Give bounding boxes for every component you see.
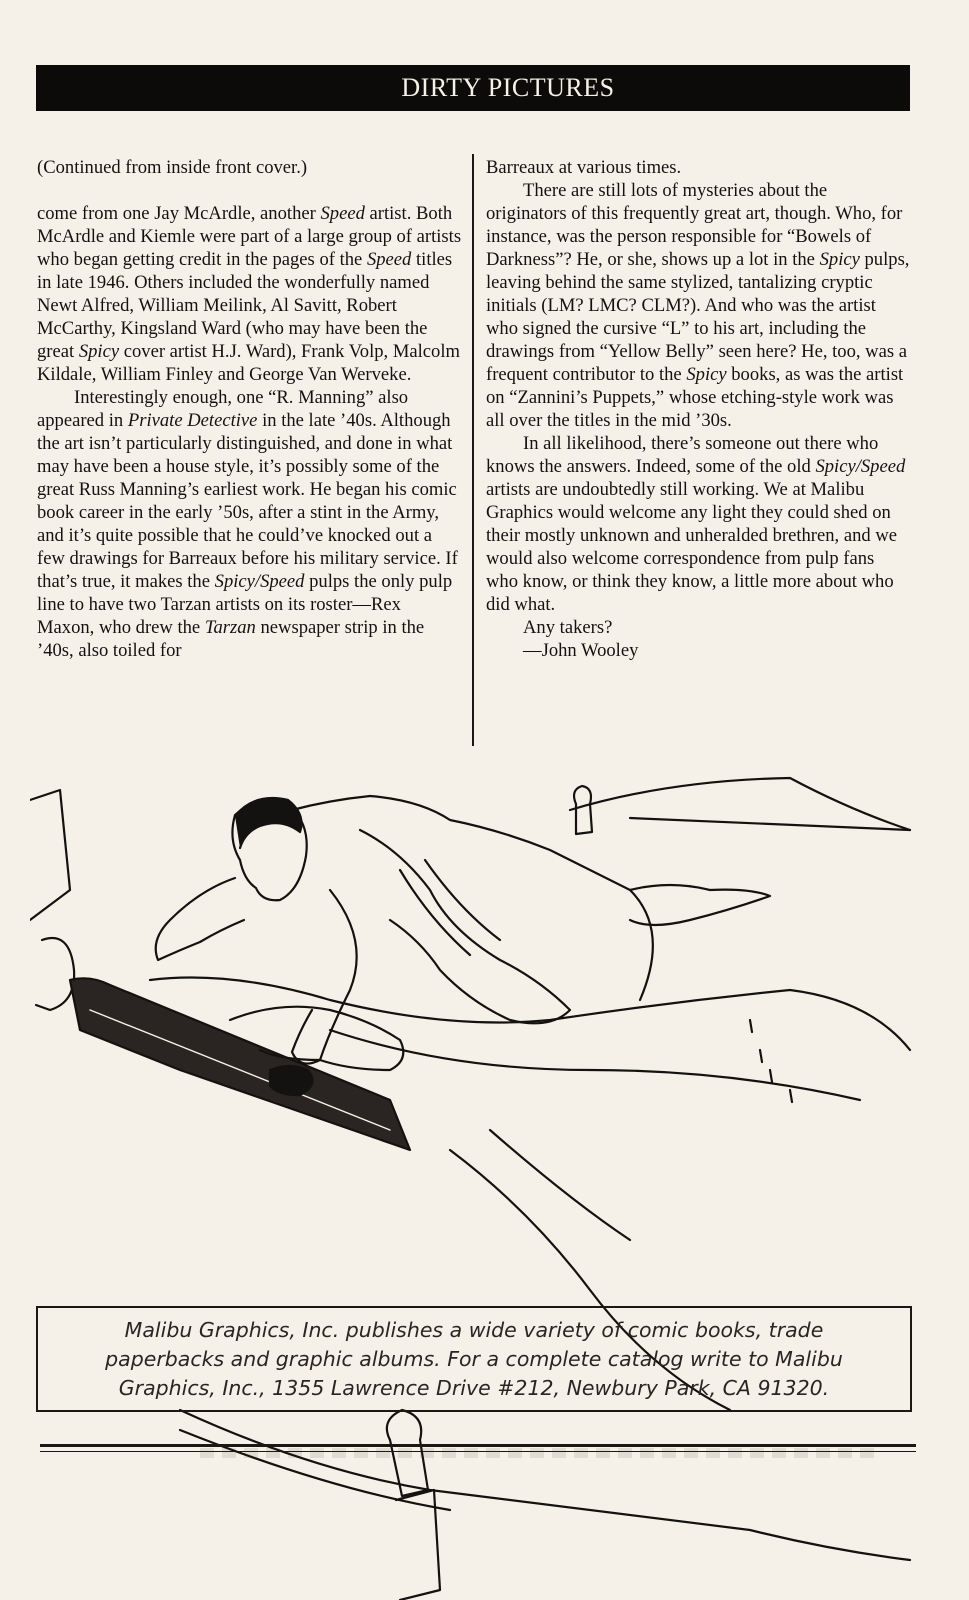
right-paragraph-2 bbox=[486, 432, 910, 616]
pulp-illustration bbox=[30, 770, 930, 1600]
sheet-fold-lower-2 bbox=[490, 1130, 630, 1240]
italic-title: Tarzan bbox=[204, 617, 256, 638]
column-divider bbox=[472, 154, 474, 746]
publisher-notice-box bbox=[36, 1306, 912, 1412]
drape-fold-line bbox=[400, 870, 470, 955]
italic-title: Spicy/Speed bbox=[815, 456, 906, 477]
text-run: artist. Both McArdle and Kiemle were part of a large group of artists who began getting credit in the pages of the bbox=[37, 203, 462, 270]
background-hill-line bbox=[630, 818, 910, 830]
text-run: Interestingly enough, one “R. Manning” also appeared in bbox=[37, 387, 409, 431]
continued-note: (Continued from inside front cover.) bbox=[37, 157, 308, 178]
text-run: cover artist H.J. Ward), Frank Volp, Malcolm Kildale, William Finley and George Van Werveke. bbox=[37, 341, 460, 385]
text-run: titles in late 1946. Others included the wonderfully named Newt Alfred, William Meilink, Al Savitt, Robert McCarthy, Kingsland Ward (who may have been the great bbox=[37, 249, 453, 362]
headboard-shape bbox=[70, 978, 410, 1150]
italic-title: Speed bbox=[366, 249, 412, 270]
text-run: artists are undoubtedly still working. We at Malibu Graphics would welcome any light they could shed on their mostly unknown and unheralded brethren, and we would also welcome correspondence from pulp fans who know, or think they know, a little more about who did what. bbox=[486, 479, 898, 615]
text-run: There are still lots of mysteries about the originators of this frequently great art, though. Who, for instance, was the person responsible for “Bowels of Darkness”? He, or she, shows up a lot in the bbox=[486, 180, 903, 270]
bed-frame-lower bbox=[180, 1410, 910, 1560]
italic-title: Private Detective bbox=[127, 410, 258, 431]
faint-showthrough-text bbox=[200, 1448, 880, 1458]
notice-line-3: Graphics, Inc., 1355 Lawrence Drive #212, Newbury Park, CA 91320. bbox=[118, 1375, 830, 1400]
text-run: In all likelihood, there’s someone out there who knows the answers. Indeed, some of the old bbox=[486, 433, 879, 477]
notice-line-2: paperbacks and graphic albums. For a complete catalog write to Malibu bbox=[105, 1346, 843, 1371]
text-run: books, as was the artist on “Zannini’s Puppets,” whose etching-style work was all over the titles in the mid ’30s. bbox=[486, 364, 904, 431]
bedpost-right-shape bbox=[574, 786, 592, 834]
left-paragraph-1 bbox=[37, 202, 462, 386]
italic-title: Spicy bbox=[819, 249, 860, 270]
italic-title: Spicy bbox=[78, 341, 120, 362]
left-paragraph-2 bbox=[37, 386, 462, 662]
section-title: DIRTY PICTURES bbox=[401, 73, 615, 102]
figure-arm-right-shape bbox=[292, 890, 357, 1064]
text-run: come from one Jay McArdle, another bbox=[37, 203, 321, 224]
headboard-line bbox=[90, 1010, 390, 1130]
text-run: pulps, leaving behind the same stylized, tantalizing cryptic initials (LM? LMC? CLM?). And who was the artist who signed the cursive “L” to his art, including the drawings from “Yellow Belly” seen here? He, too, was a frequent contributor to the bbox=[486, 249, 910, 385]
figure-torso-shape bbox=[292, 796, 653, 1000]
bottom-rule-thick bbox=[40, 1444, 916, 1447]
figure-leg-shape bbox=[630, 885, 770, 925]
right-paragraph-0: Barreaux at various times. bbox=[486, 157, 682, 178]
text-run: pulps the only pulp line to have two Tarzan artists on its roster—Rex Maxon, who drew the bbox=[37, 571, 453, 638]
publisher-notice-text bbox=[105, 1316, 843, 1403]
woman-face-shape bbox=[270, 1066, 313, 1095]
lamp-shade-shape bbox=[30, 790, 70, 920]
figure-arm-left-shape bbox=[156, 878, 244, 960]
italic-title: Spicy bbox=[686, 364, 727, 385]
right-paragraph-1 bbox=[486, 179, 910, 432]
italic-title: Speed bbox=[320, 203, 365, 224]
bed-sheet-lower bbox=[330, 1030, 860, 1100]
sheet-dash-marks bbox=[750, 1020, 792, 1102]
bed-sheet-shape bbox=[150, 978, 910, 1051]
lamp-base-shape bbox=[36, 938, 74, 1010]
drape-shape bbox=[360, 830, 570, 1023]
right-paragraph-3: Any takers? bbox=[523, 617, 613, 638]
text-run: newspaper strip in the ’40s, also toiled for bbox=[37, 617, 425, 661]
article-right-column bbox=[486, 156, 910, 662]
section-header-bar bbox=[36, 65, 910, 111]
notice-line-1: Malibu Graphics, Inc. publishes a wide variety of comic books, trade bbox=[124, 1317, 824, 1342]
bed-frame-lower-2 bbox=[180, 1430, 450, 1510]
author-signature: —John Wooley bbox=[523, 640, 639, 661]
text-run: in the late ’40s. Although the art isn’t particularly distinguished, and done in what may have been a house style, it’s possibly some of the great Russ Manning’s earliest work. He began his comic book career in the early ’50s, after a stint in the Army, and it’s quite possible that he could’ve knocked out a few drawings for Barreaux before his military service. If that’s true, it makes the bbox=[37, 410, 458, 592]
article-left-column bbox=[37, 156, 462, 662]
figure-hair-shape bbox=[235, 798, 302, 848]
italic-title: Spicy/Speed bbox=[214, 571, 305, 592]
